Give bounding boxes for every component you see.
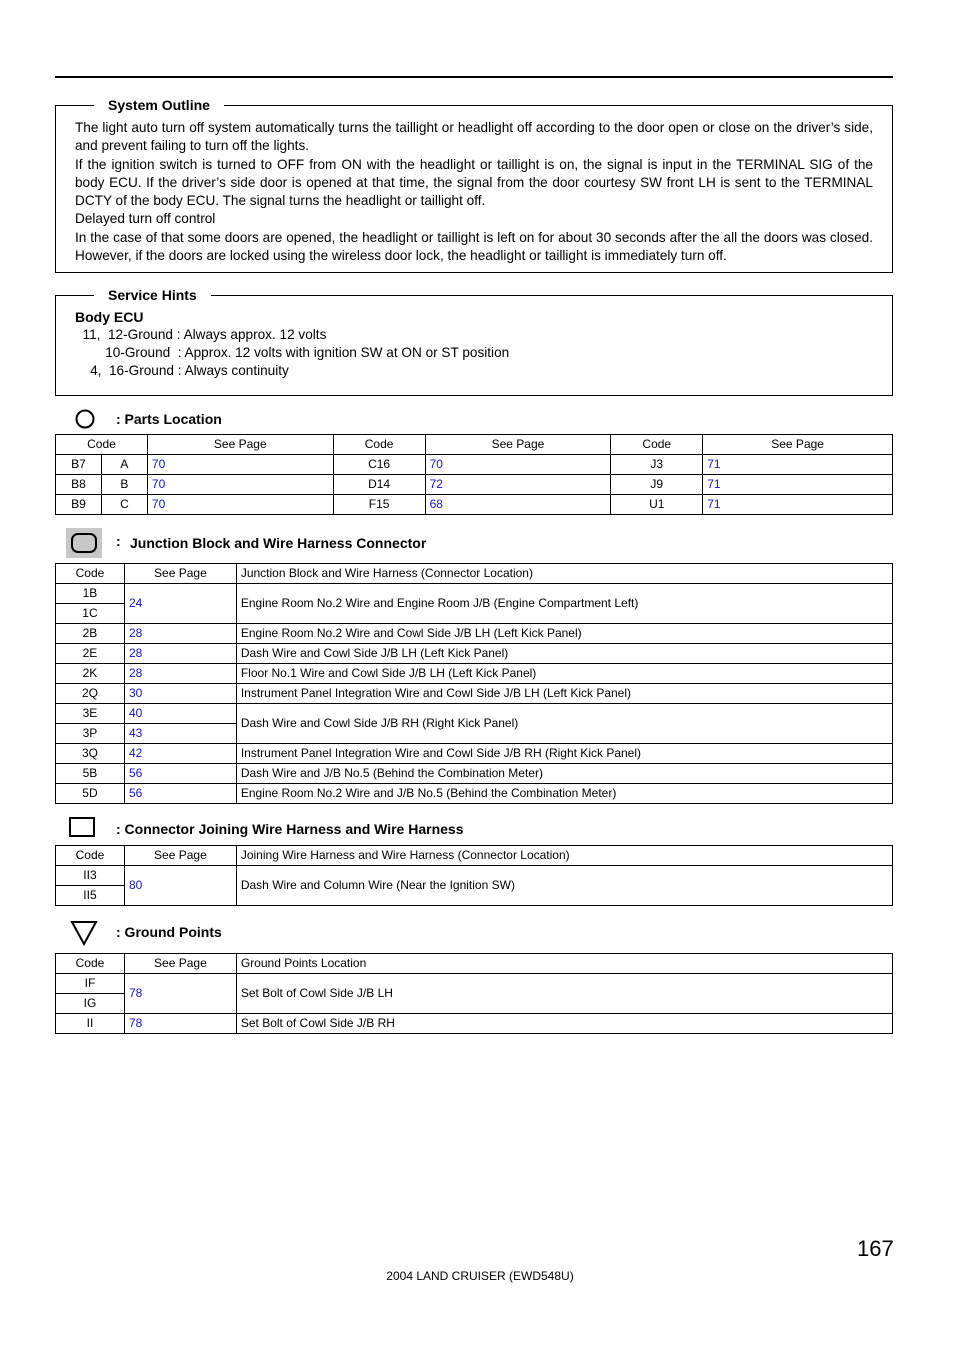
- header-code: Code: [333, 435, 425, 455]
- page-link[interactable]: 71: [703, 475, 893, 495]
- circle-icon: [74, 408, 96, 430]
- parts-location-legend: : Parts Location: [116, 411, 222, 427]
- location-cell: Set Bolt of Cowl Side J/B LH: [236, 974, 892, 1014]
- ground-points-table: [55, 953, 893, 1034]
- table-row: [56, 455, 893, 475]
- page-link[interactable]: 28: [124, 624, 236, 644]
- page-link[interactable]: 70: [147, 475, 333, 495]
- location-cell: Engine Room No.2 Wire and Cowl Side J/B LH (Left Kick Panel): [236, 624, 892, 644]
- system-outline-title: System Outline: [94, 96, 224, 114]
- page-link[interactable]: 72: [425, 475, 611, 495]
- service-hints-title: Service Hints: [94, 286, 211, 304]
- junction-block-legend: Junction Block and Wire Harness Connector: [130, 535, 427, 551]
- code-cell: B8: [56, 475, 102, 495]
- letter-cell: B: [101, 475, 147, 495]
- parts-location-table: [55, 434, 893, 515]
- header-see-page: See Page: [124, 954, 236, 974]
- page-link[interactable]: 56: [124, 784, 236, 804]
- location-cell: Set Bolt of Cowl Side J/B RH: [236, 1014, 892, 1034]
- code-cell: D14: [333, 475, 425, 495]
- table-row: [56, 764, 893, 784]
- code-cell: 5D: [56, 784, 125, 804]
- hint-line: 10-Ground : Approx. 12 volts with ignition SW at ON or ST position: [75, 345, 510, 360]
- page-link[interactable]: 28: [124, 664, 236, 684]
- code-cell: 3E: [56, 704, 125, 724]
- code-cell: 3P: [56, 724, 125, 744]
- code-cell: U1: [611, 495, 703, 515]
- page-link[interactable]: 70: [425, 455, 611, 475]
- page-link[interactable]: 70: [147, 455, 333, 475]
- table-row: [56, 744, 893, 764]
- location-cell: Dash Wire and Column Wire (Near the Ignition SW): [236, 866, 892, 906]
- table-row: [56, 624, 893, 644]
- ground-triangle-icon: [70, 920, 98, 946]
- table-row: [56, 866, 893, 886]
- letter-cell: C: [101, 495, 147, 515]
- top-rule: [55, 76, 893, 78]
- code-cell: 1B: [56, 584, 125, 604]
- code-cell: II5: [56, 886, 125, 906]
- table-row: [56, 1014, 893, 1034]
- junction-block-colon: :: [116, 533, 121, 549]
- table-row: [56, 644, 893, 664]
- junction-block-table: [55, 563, 893, 804]
- code-cell: 2B: [56, 624, 125, 644]
- code-cell: IG: [56, 994, 125, 1014]
- page-link[interactable]: 71: [703, 455, 893, 475]
- header-location: Junction Block and Wire Harness (Connector Location): [236, 564, 892, 584]
- junction-block-icon: [66, 528, 102, 558]
- code-cell: II3: [56, 866, 125, 886]
- location-cell: Dash Wire and Cowl Side J/B LH (Left Kick Panel): [236, 644, 892, 664]
- table-row: [56, 704, 893, 724]
- code-cell: 3Q: [56, 744, 125, 764]
- outline-paragraph: Delayed turn off control: [75, 211, 216, 227]
- page-link[interactable]: 68: [425, 495, 611, 515]
- header-code: Code: [56, 564, 125, 584]
- code-cell: 1C: [56, 604, 125, 624]
- outline-paragraph: The light auto turn off system automatically turns the taillight or headlight off according to the door open or close on the driver’s side, and prevent failing to turn off the lights.: [75, 120, 873, 154]
- table-row: [56, 584, 893, 604]
- outline-paragraph: If the ignition switch is turned to OFF from ON with the headlight or taillight is on, the signal is input in the TERMINAL SIG of the body ECU. If the driver’s side door is opened at that time, the signal from the door courtesy SW front LH is sent to the TERMINAL DCTY of the body ECU. The signal turns the headlight or taillight off.: [75, 156, 873, 209]
- location-cell: Floor No.1 Wire and Cowl Side J/B LH (Left Kick Panel): [236, 664, 892, 684]
- page-link[interactable]: 40: [124, 704, 236, 724]
- table-row: [56, 475, 893, 495]
- connector-joining-table: [55, 845, 893, 906]
- page-link[interactable]: 78: [124, 974, 236, 1014]
- code-cell: 2K: [56, 664, 125, 684]
- location-cell: Instrument Panel Integration Wire and Cowl Side J/B LH (Left Kick Panel): [236, 684, 892, 704]
- letter-cell: A: [101, 455, 147, 475]
- header-see-page: See Page: [124, 564, 236, 584]
- header-see-page: See Page: [703, 435, 893, 455]
- page-link[interactable]: 78: [124, 1014, 236, 1034]
- page-link[interactable]: 42: [124, 744, 236, 764]
- page-link[interactable]: 30: [124, 684, 236, 704]
- location-cell: Dash Wire and J/B No.5 (Behind the Combination Meter): [236, 764, 892, 784]
- code-cell: C16: [333, 455, 425, 475]
- connector-joining-legend: : Connector Joining Wire Harness and Wire Harness: [116, 821, 464, 837]
- code-cell: II: [56, 1014, 125, 1034]
- page-link[interactable]: 80: [124, 866, 236, 906]
- outline-paragraph: In the case of that some doors are opened, the headlight or taillight is left on for about 30 seconds after the all the doors was closed. However, if the doors are locked using the wireless door lock, the headlight or taillight is immediately turn off.: [75, 229, 873, 264]
- hint-line: 11, 12-Ground : Always approx. 12 volts: [75, 327, 327, 342]
- header-location: Joining Wire Harness and Wire Harness (Connector Location): [236, 846, 892, 866]
- code-cell: 2E: [56, 644, 125, 664]
- header-see-page: See Page: [425, 435, 611, 455]
- page-link[interactable]: 56: [124, 764, 236, 784]
- header-see-page: See Page: [124, 846, 236, 866]
- header-code: Code: [56, 954, 125, 974]
- system-outline-box: [55, 97, 893, 273]
- page-link[interactable]: 28: [124, 644, 236, 664]
- service-hints-box: [55, 287, 893, 396]
- page-link[interactable]: 24: [124, 584, 236, 624]
- ground-points-legend: : Ground Points: [116, 924, 222, 940]
- header-location: Ground Points Location: [236, 954, 892, 974]
- code-cell: F15: [333, 495, 425, 515]
- header-code: Code: [611, 435, 703, 455]
- header-code: Code: [56, 846, 125, 866]
- code-cell: J3: [611, 455, 703, 475]
- header-see-page: See Page: [147, 435, 333, 455]
- code-cell: 5B: [56, 764, 125, 784]
- table-row: [56, 784, 893, 804]
- code-cell: J9: [611, 475, 703, 495]
- code-cell: 2Q: [56, 684, 125, 704]
- code-cell: IF: [56, 974, 125, 994]
- location-cell: Instrument Panel Integration Wire and Cowl Side J/B RH (Right Kick Panel): [236, 744, 892, 764]
- table-row: [56, 684, 893, 704]
- service-hints-heading: Body ECU: [75, 309, 144, 325]
- location-cell: Engine Room No.2 Wire and Engine Room J/B (Engine Compartment Left): [236, 584, 892, 624]
- header-code: Code: [56, 435, 148, 455]
- code-cell: B9: [56, 495, 102, 515]
- table-row: [56, 495, 893, 515]
- page-link[interactable]: 71: [703, 495, 893, 515]
- location-cell: Dash Wire and Cowl Side J/B RH (Right Kick Panel): [236, 704, 892, 744]
- location-cell: Engine Room No.2 Wire and J/B No.5 (Behind the Combination Meter): [236, 784, 892, 804]
- document-footer: 2004 LAND CRUISER (EWD548U): [386, 1269, 574, 1283]
- page-link[interactable]: 70: [147, 495, 333, 515]
- hint-line: 4, 16-Ground : Always continuity: [75, 363, 289, 378]
- table-row: [56, 974, 893, 994]
- table-row: [56, 664, 893, 684]
- connector-rectangle-icon: [69, 817, 95, 837]
- page-link[interactable]: 43: [124, 724, 236, 744]
- page-number: 167: [857, 1236, 894, 1261]
- code-cell: B7: [56, 455, 102, 475]
